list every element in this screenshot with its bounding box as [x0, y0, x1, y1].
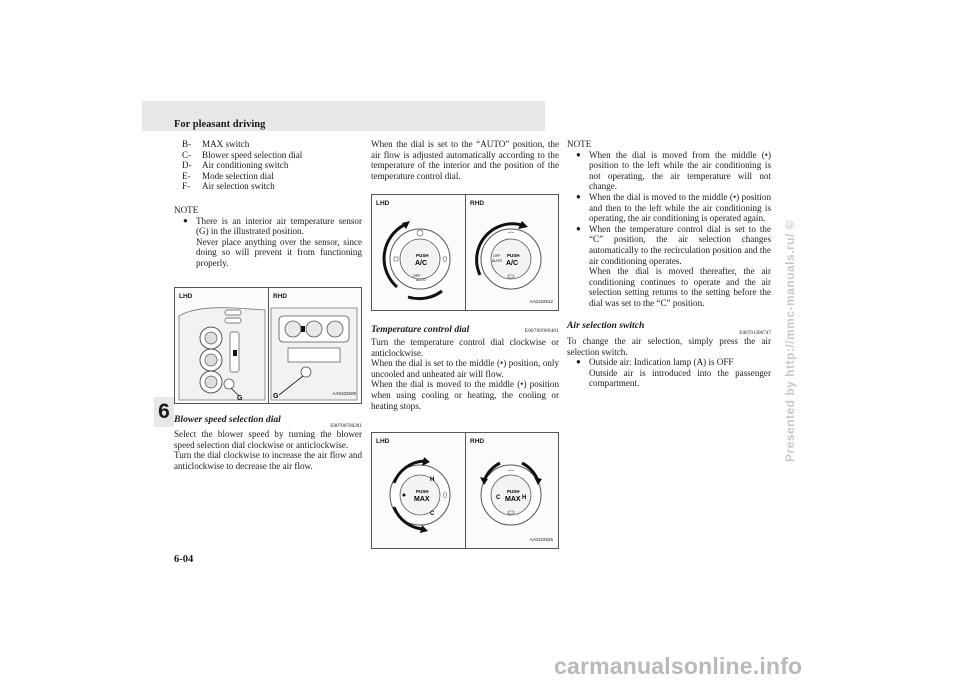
- legend-item: B- MAX switch: [182, 139, 250, 149]
- figure-label-rhd: RHD: [273, 292, 288, 300]
- figure-divider: [268, 288, 269, 403]
- bullet-icon: ●: [183, 215, 188, 225]
- note-text-continued: When the dial is moved thereafter, the air conditioning continues to operate and the air selection setting returns to the setting before the dial was set to the “C” position.: [589, 266, 771, 308]
- auto-paragraph: When the dial is set to the “AUTO” position, the air flow is adjusted automatically according to the temperature of the interior and the position of the temperature control dial.: [371, 139, 559, 181]
- note-bullet: [576, 224, 771, 309]
- legend-item: D- Air conditioning switch: [182, 160, 289, 171]
- svg-text:H: H: [430, 477, 435, 484]
- svg-text:PUSH: PUSH: [507, 253, 520, 259]
- temperature-heading: Temperature control dial E00700900401: [371, 324, 559, 336]
- figure-label-lhd: LHD: [179, 292, 193, 300]
- note-bullet: [183, 216, 362, 269]
- svg-text:C: C: [430, 511, 435, 518]
- svg-text:G: G: [237, 394, 243, 402]
- figure-divider: [465, 195, 466, 310]
- blower-heading: Blower speed selection dial: [174, 413, 281, 425]
- figure-code: AA0102612: [529, 298, 553, 304]
- air-selection-bullet: [576, 357, 771, 389]
- bullet-icon: ●: [576, 357, 581, 367]
- air-selection-text: Outside air: Indication lamp (A) is OFF: [589, 357, 734, 368]
- temperature-paragraph-3: When the dial is moved to the middle (•) position when using cooling or heating, the cooling or heating stops.: [371, 379, 559, 411]
- note-title: NOTE: [174, 204, 199, 215]
- note-bullet: [576, 192, 771, 224]
- svg-text:A/C: A/C: [415, 260, 428, 268]
- legend-item: E- Mode selection dial: [182, 170, 274, 181]
- sensor-location-figure: [174, 287, 362, 404]
- note-text: When the temperature control dial is set to the “C” position, the air selection changes automatically to the recirculation position and the air conditioning operates.: [589, 223, 771, 266]
- chapter-tab: 6: [154, 397, 174, 427]
- column-2: [371, 139, 559, 549]
- temperature-dial-figure-max: [371, 432, 559, 549]
- svg-text:A/C: A/C: [506, 260, 519, 268]
- column-1: [174, 139, 362, 472]
- figure-label-lhd: LHD: [376, 200, 390, 208]
- column-3: [567, 139, 771, 389]
- svg-text:PUSH: PUSH: [416, 489, 429, 495]
- temperature-paragraph-1: Turn the temperature control dial clockwise or anticlockwise.: [371, 336, 559, 358]
- note-bullet: [576, 150, 771, 192]
- figure-divider: [465, 433, 466, 548]
- legend-list: [174, 139, 362, 192]
- blower-paragraph-2: Turn the dial clockwise to increase the air flow and anticlockwise to decrease the air flow.: [174, 450, 362, 471]
- bottom-watermark: carmanualsonline.info: [554, 653, 803, 679]
- note-text-continued: Never place anything over the sensor, since doing so will prevent it from functioning properly.: [196, 236, 362, 268]
- bullet-icon: ●: [576, 149, 581, 159]
- note-text: When the dial is moved from the middle (•) position to the left while the air conditioning is not operating, the air temperature will not change.: [589, 149, 771, 192]
- air-selection-text-continued: Outside air is introduced into the passenger compartment.: [589, 367, 771, 389]
- air-selection-paragraph: To change the air selection, simply press the air selection switch.: [567, 336, 771, 357]
- svg-text:PUSH: PUSH: [507, 489, 520, 495]
- svg-text:OFF: OFF: [413, 274, 421, 279]
- legend-item: C- Blower speed selection dial: [182, 149, 303, 160]
- temperature-dial-figure-auto: [371, 194, 559, 311]
- section-title: For pleasant driving: [174, 119, 266, 130]
- svg-text:AUTO: AUTO: [492, 259, 502, 264]
- svg-text:AUTO: AUTO: [416, 278, 426, 283]
- blower-code: E00700700281: [330, 423, 362, 430]
- temperature-paragraph-2: When the dial is set to the middle (•) position, only uncooled and unheated air will flow.: [371, 358, 559, 379]
- note-text: When the dial is moved to the middle (•) position and then to the left while the air conditioning is operating, the air conditioning is operated again.: [589, 191, 771, 224]
- svg-text:OFF: OFF: [493, 254, 501, 259]
- figure-code: AA0102625: [529, 536, 553, 542]
- svg-text:MAX: MAX: [505, 496, 521, 504]
- legend-item: F- Air selection switch: [182, 181, 275, 192]
- bullet-icon: ●: [576, 223, 581, 233]
- figure-label-rhd: RHD: [470, 200, 485, 208]
- page-number: 6-04: [174, 554, 194, 565]
- figure-label-rhd: RHD: [470, 438, 485, 446]
- svg-text:PUSH: PUSH: [416, 253, 429, 259]
- svg-text:MAX: MAX: [414, 496, 430, 504]
- svg-text:G: G: [273, 392, 279, 400]
- svg-text:H: H: [522, 495, 527, 502]
- blower-paragraph-1: Select the blower speed by turning the blower speed selection dial clockwise or anticlockwise.: [174, 429, 362, 450]
- figure-code: AA0102609: [332, 390, 356, 396]
- air-selection-code: E00701300747: [739, 330, 771, 337]
- note-title: NOTE: [567, 139, 592, 149]
- figure-label-lhd: LHD: [376, 438, 390, 446]
- air-selection-heading: Air selection switch: [567, 319, 645, 331]
- bullet-icon: ●: [576, 191, 581, 201]
- note-text: There is an interior air temperature sensor (G) in the illustrated position.: [196, 215, 362, 237]
- svg-text:C: C: [496, 495, 501, 502]
